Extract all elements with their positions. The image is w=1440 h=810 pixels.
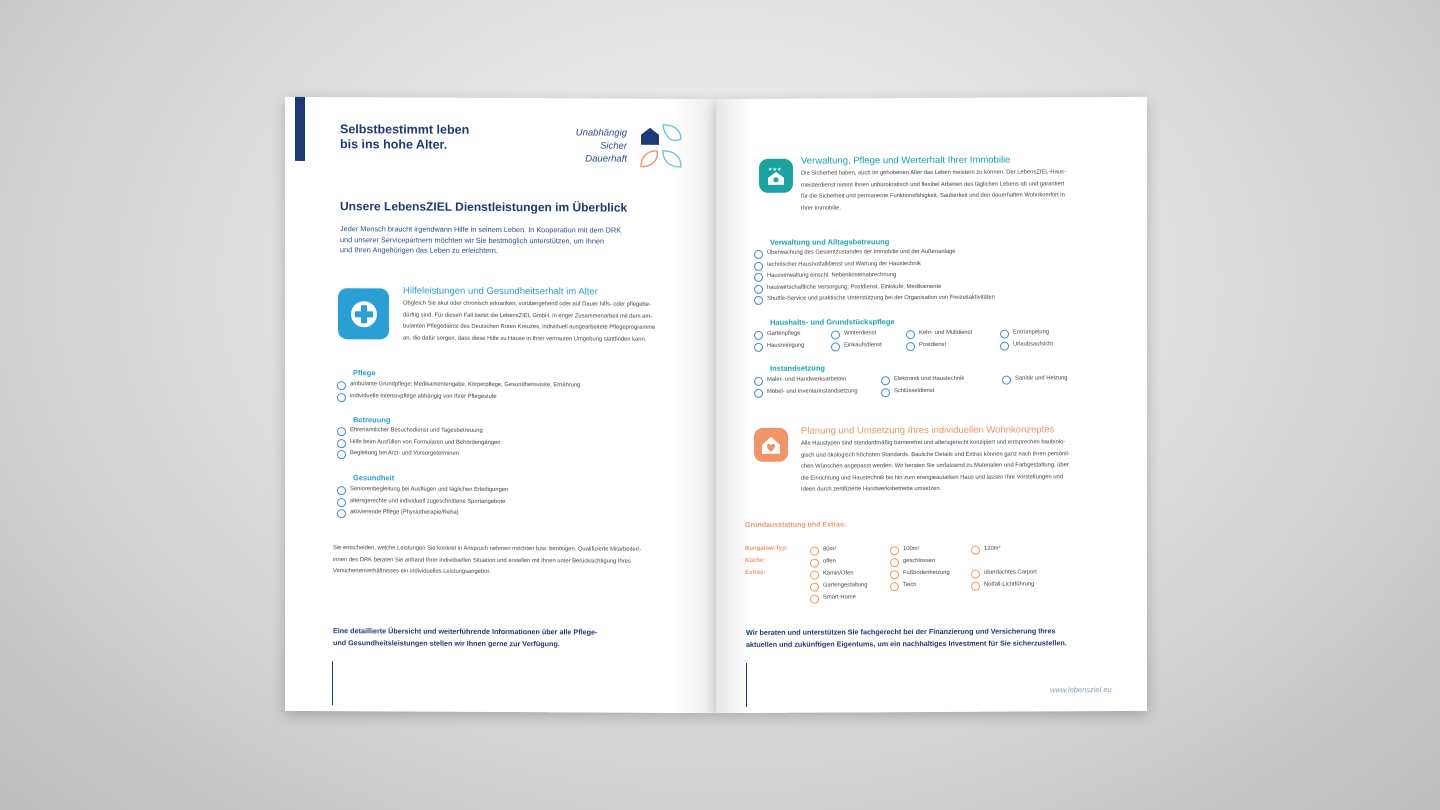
- list-item: Urlaubsaufsicht: [1000, 339, 1053, 351]
- footer-text: Wir beraten und unterstützen Sie fachgerecht bei der Finanzierung und Versicherung Ihres aktuellen und zukünftigen Eigentums, um ein nachhaltiges Investment für Sie sicherzustellen.: [746, 626, 1067, 649]
- lebensziel-logo-icon: [637, 123, 685, 171]
- category-pflege: Pflege: [353, 368, 376, 378]
- extras-title: Grundausstattung und Extras:: [745, 521, 847, 529]
- tagline: Unabhängig Sicher Dauerhaft: [575, 127, 627, 165]
- list-item: Kehr- und Mülldienst: [906, 328, 972, 340]
- checkbox-100m2[interactable]: 100m²: [890, 544, 919, 556]
- list-item: Winterdienst: [831, 328, 876, 340]
- website-url: www.lebensziel.eu: [1050, 685, 1112, 695]
- checkbox-offen[interactable]: offen: [810, 557, 836, 569]
- section-title: Hilfeleistungen und Gesundheitserhalt im Alter: [403, 285, 598, 298]
- list-betreuung: [337, 425, 501, 461]
- intro-text: Jeder Mensch braucht irgendwann Hilfe in seinem Leben. In Kooperation mit dem DRK und unserer Servicepartnern möchten wir Sie bestmöglich unterstützen, um Ihnen und Ihren Angehörigen das Leben zu erleichtern.: [340, 224, 622, 255]
- list-item: Begleitung bei Arzt- und Vorsorgeterminen: [337, 448, 501, 460]
- checkbox-gartengestaltung[interactable]: Gartengestaltung: [810, 580, 867, 592]
- list-item: Maler- und Handwerksarbeiten: [754, 374, 846, 386]
- category-verwaltung: Verwaltung und Alltagsbetreuung: [770, 237, 890, 247]
- checkbox-notfall[interactable]: Notfall-Lichtführung: [971, 579, 1034, 591]
- section1-title: Verwaltung, Pflege und Werterhalt Ihrer Immobilie: [801, 154, 1011, 167]
- list-item: individuelle Intensivpflege abhängig von Ihrer Pflegestufe: [337, 391, 580, 404]
- corner-tab: [295, 97, 305, 161]
- list-pflege: [337, 379, 580, 403]
- checkbox-kamin[interactable]: Kamin/Ofen: [810, 568, 854, 580]
- medical-cross-icon: [338, 288, 389, 339]
- header-title: Selbstbestimmt leben bis ins hohe Alter.: [340, 122, 470, 152]
- list-item: Elektronik und Haustechnik: [881, 374, 964, 386]
- list-item: Postdienst: [906, 340, 946, 352]
- category-gesundheit: Gesundheit: [353, 473, 395, 483]
- house-stars-icon: [759, 159, 793, 193]
- label-kueche: Küche:: [745, 557, 766, 564]
- right-page: [716, 97, 1147, 713]
- main-heading: Unsere LebensZIEL Dienstleistungen im Überblick: [340, 199, 628, 215]
- list-gesundheit: [337, 484, 508, 520]
- checkbox-smarthome[interactable]: Smart-Home: [810, 592, 856, 604]
- list-item: Einkaufsdienst: [831, 340, 882, 352]
- section-body: Obgleich Sie akut oder chronisch erkranken, vorübergehend oder auf Dauer hilfs- oder pflegebe- dürftig sind. Für diesen Fall bietet die LebensZIEL GmbH, in enger Zusammenarbeit mit dem am- bulanten Pflegedienst des Deutschen Roten Kreuzes, individuell ausgearbeitete Pflegeprogramme an, die dafür sorgen, dass diese Hilfe zu Hause in Ihrer vertrauten Umgebung stattfinden kann.: [403, 300, 656, 343]
- checkbox-teich[interactable]: Teich: [890, 580, 917, 592]
- section1-body: Die Sicherheit haben, auch im gehobenen Alter das Leben meistern zu können. Der LebensZIEL-Haus- meisterdienst nimmt Ihnen unbürokratisch und flexibel Arbeiten des täglichen Lebens ab und garantiert für die Sicherheit und permanente Funktionsfähigkeit, Sauberkeit und den dauerhaften Wohnkomfort in Ihrer Immobilie.: [801, 169, 1066, 212]
- house-heart-icon: [754, 428, 788, 462]
- list-item: Hausverwaltung einschl. Nebenkostenabrechnung: [754, 270, 995, 283]
- list-item: Möbel- und Inventarinstandsetzung: [754, 386, 858, 398]
- list-item: hauswirtschaftliche Versorgung; Postdienst, Einkäufe, Medikamente: [754, 281, 995, 294]
- category-betreuung: Betreuung: [353, 415, 391, 425]
- list-item: ambulante Grundpflege; Medikamentengabe, Körperpflege, Gesundheitsvisite, Ernährung: [337, 379, 580, 392]
- checkbox-carport[interactable]: überdachtes Carport: [971, 567, 1037, 579]
- brochure: [285, 98, 1147, 712]
- label-extras: Extras:: [745, 569, 766, 576]
- list-item: altersgerechte und individuell zugeschnittene Sportangebote: [337, 496, 508, 508]
- checkbox-geschlossen[interactable]: geschlossen: [890, 556, 935, 568]
- list-item: Gartenpflege: [754, 329, 801, 341]
- checkbox-80m2[interactable]: 80m²: [810, 544, 836, 556]
- category-instandsetzung: Instandsetzung: [770, 363, 826, 373]
- list-item: Entrümpelung: [1000, 327, 1049, 339]
- section2-body: Alle Haustypen sind standardmäßig barrierefrei und altersgerecht konzipiert und entsprechen baubiolo- gisch und ökologisch höchsten Standards. Bauliche Details und Extras können ganz nach Ihren persönli- chen Wünschen angepasst werden. Wir beraten Sie umfassend zu Materialien und Farbgestaltung, über die Einrichtung und Haustechnik bis hin zum energieautarken Haus und lassen Ihre Vorstellungen und Ideen durch zertifizierte Handwerksbetriebe umsetzen.: [801, 439, 1070, 493]
- section2-title: Planung und Umsetzung Ihres individuellen Wohnkonzeptes: [801, 424, 1055, 437]
- list-verwaltung: [754, 247, 995, 306]
- list-item: Hilfe beim Ausfüllen von Formularen und Behördengängen: [337, 437, 501, 449]
- footer-rule: [332, 661, 333, 705]
- list-item: Überwachung des Gesamtzustandes der Immobilie und der Außenanlage: [754, 247, 995, 260]
- footer-rule: [746, 663, 747, 707]
- list-item: aktivierende Pflege (Physiotherapie/Reha): [337, 507, 508, 519]
- list-item: Shuttle-Service und praktische Unterstützung bei der Organisation von Freizeitaktivitäten: [754, 293, 995, 306]
- checkbox-120m2[interactable]: 120m²: [971, 544, 1000, 556]
- category-haushalt: Haushalts- und Grundstückspflege: [770, 317, 895, 327]
- left-page: [285, 97, 716, 713]
- list-item: technischer Hausnotfalldienst und Wartung der Haustechnik: [754, 258, 995, 271]
- svg-text:★★★: ★★★: [768, 166, 782, 173]
- footer-text: Eine detaillierte Übersicht und weiterführende Informationen über alle Pflege- und Gesundheitsleistungen stellen wir Ihnen gerne zur Verfügung.: [333, 626, 598, 648]
- list-item: Schlüsseldienst: [881, 386, 934, 398]
- label-bungalow: Bungalow-Typ:: [745, 545, 788, 552]
- list-item: Sanitär und Heizung: [1002, 373, 1068, 385]
- checkbox-fussbodenheizung[interactable]: Fußbodenheizung: [890, 568, 950, 580]
- list-item: Ehrenamtlicher Besuchsdienst und Tagesbetreuung: [337, 425, 501, 437]
- list-item: Seniorenbegleitung bei Ausflügen und täglichen Erledigungen: [337, 484, 508, 496]
- closing-text: Sie entscheiden, welche Leistungen Sie konkret in Anspruch nehmen möchten bzw. benötigen. Qualifizierte Mitarbeiter/- innen des DRK beraten Sie anhand Ihrer individuellen Situation und erstellen mit Ihnen unter Berücksichtigung Ihres Versichertenverhältnisses ein individuelles Leistungsangebot.: [333, 545, 642, 575]
- list-item: Hausreinigung: [754, 341, 804, 353]
